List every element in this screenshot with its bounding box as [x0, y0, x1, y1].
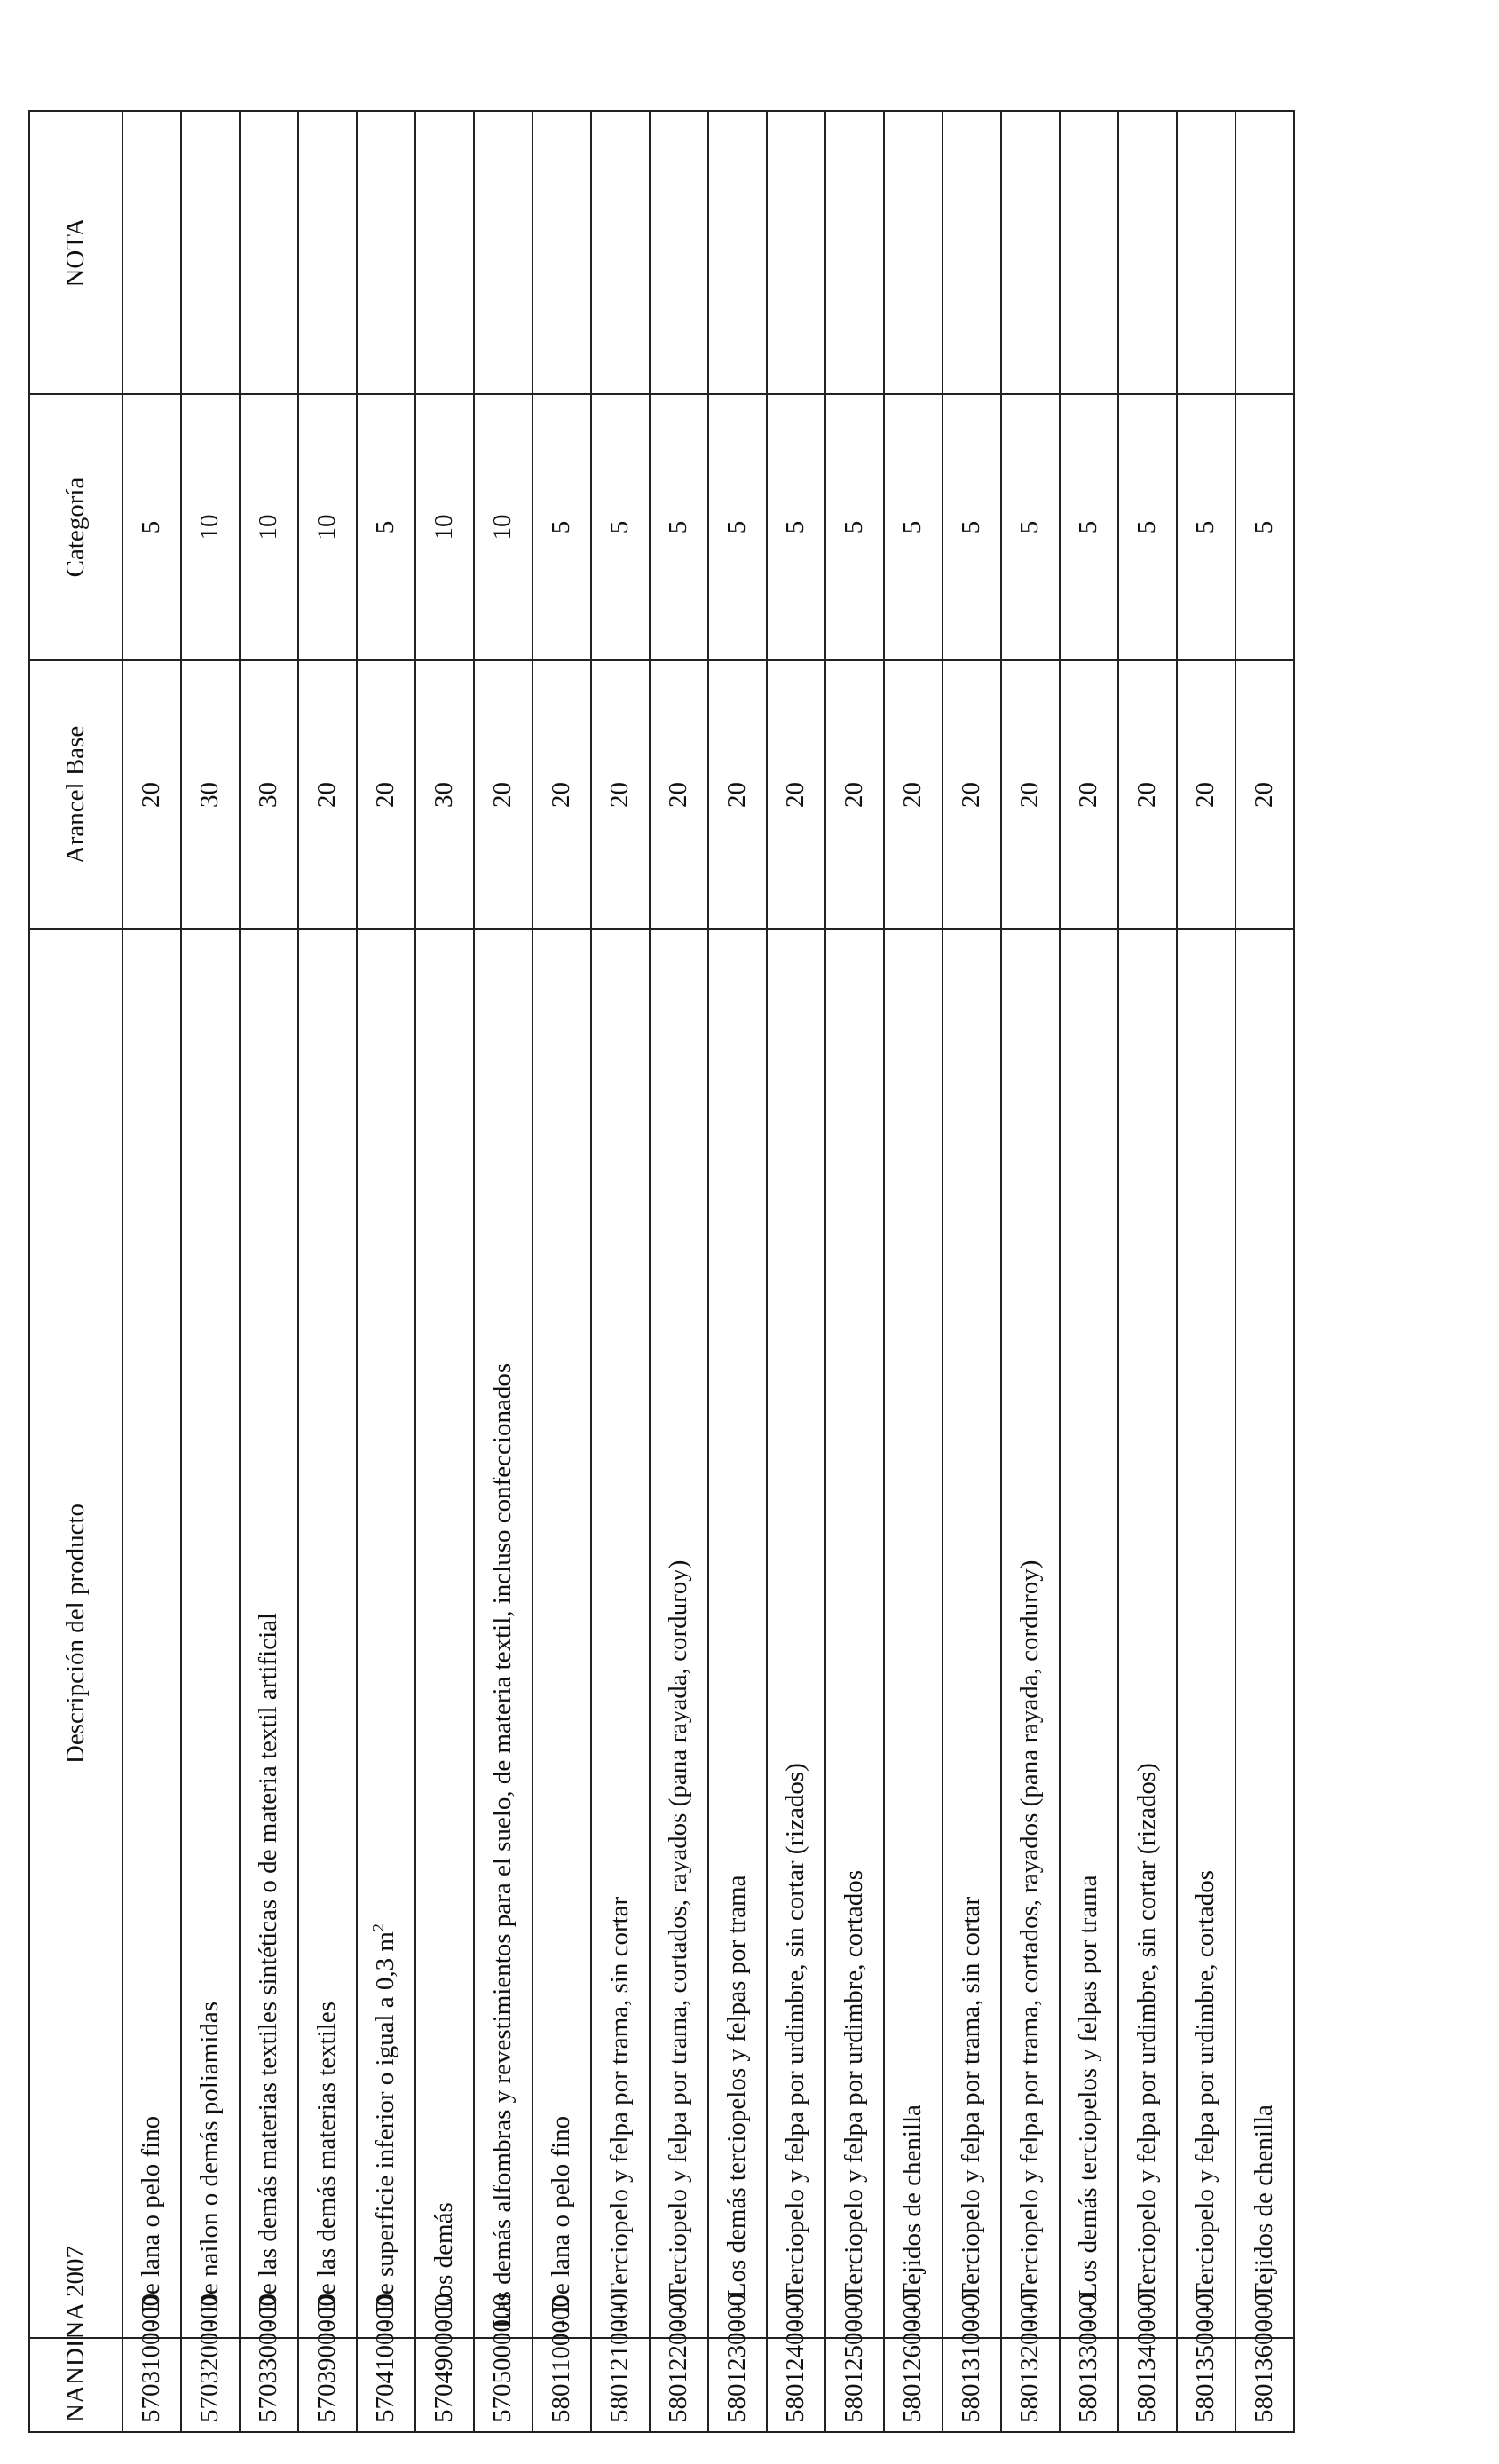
base-tariff-value: 30 — [415, 660, 474, 929]
product-description — [1001, 929, 1060, 2338]
table-row — [474, 111, 533, 2432]
note-value — [357, 111, 415, 394]
base-tariff-value: 20 — [591, 660, 650, 929]
note-value — [825, 111, 884, 394]
description-text: - De lana o pelo fino — [137, 2115, 166, 2328]
nandina-code: 5801320000 — [1001, 2338, 1060, 2432]
product-description — [591, 929, 650, 2338]
category-value: 5 — [1118, 394, 1177, 660]
description-text: Las demás alfombras y revestimientos para el suelo, de materia textil, incluso confeccionados — [488, 1362, 517, 2328]
category-value: 10 — [474, 394, 533, 660]
product-description — [415, 929, 474, 2338]
nandina-code: 5801240000 — [767, 2338, 825, 2432]
category-value: 10 — [298, 394, 357, 660]
product-description — [533, 929, 591, 2338]
nandina-code: 5704100000 — [357, 2338, 415, 2432]
table-body — [122, 111, 1294, 2432]
description-text: - De superficie inferior o igual a 0,3 m — [371, 1931, 400, 2328]
description-text: - De las demás materias textiles sintéticas o de materia textil artificial — [254, 1612, 283, 2328]
product-description — [1235, 929, 1294, 2338]
nandina-code: 5705000000 — [474, 2338, 533, 2432]
note-value — [1235, 111, 1294, 394]
base-tariff-value: 20 — [1118, 660, 1177, 929]
table-row — [533, 111, 591, 2432]
product-description — [943, 929, 1001, 2338]
table-row — [415, 111, 474, 2432]
header-code: NANDINA 2007 — [29, 2338, 122, 2432]
description-text: - De las demás materias textiles — [312, 2001, 342, 2328]
nandina-code: 5801350000 — [1177, 2338, 1235, 2432]
base-tariff-value: 20 — [357, 660, 415, 929]
product-description — [1177, 929, 1235, 2338]
note-value — [240, 111, 298, 394]
product-description — [474, 929, 533, 2338]
tariff-table — [28, 110, 1295, 2433]
note-value — [1118, 111, 1177, 394]
table-row — [1118, 111, 1177, 2432]
category-value: 5 — [825, 394, 884, 660]
table-row — [708, 111, 767, 2432]
note-value — [708, 111, 767, 394]
note-value — [943, 111, 1001, 394]
header-base-tariff: Arancel Base — [29, 660, 122, 929]
note-value — [1001, 111, 1060, 394]
table-row — [767, 111, 825, 2432]
base-tariff-value: 30 — [181, 660, 240, 929]
nandina-code: 5704900000 — [415, 2338, 474, 2432]
product-description — [298, 929, 357, 2338]
category-value: 5 — [357, 394, 415, 660]
note-value — [767, 111, 825, 394]
product-description — [767, 929, 825, 2338]
description-text: - - Los demás terciopelos y felpas por trama — [722, 1875, 752, 2328]
product-description — [240, 929, 298, 2338]
table-row — [240, 111, 298, 2432]
nandina-code: 5801360000 — [1235, 2338, 1294, 2432]
description-text: - Los demás — [430, 2202, 459, 2328]
base-tariff-value: 20 — [474, 660, 533, 929]
category-value: 10 — [240, 394, 298, 660]
table-row — [1001, 111, 1060, 2432]
description-text: - - Terciopelo y felpa por trama, sin cortar — [957, 1896, 986, 2328]
nandina-code: 5801230000 — [708, 2338, 767, 2432]
product-description — [1060, 929, 1118, 2338]
nandina-code: 5801330000 — [1060, 2338, 1118, 2432]
category-value: 5 — [1001, 394, 1060, 660]
nandina-code: 5801100000 — [533, 2338, 591, 2432]
product-description — [708, 929, 767, 2338]
base-tariff-value: 20 — [122, 660, 181, 929]
description-text: - - Tejidos de chenilla — [898, 2105, 927, 2328]
category-value: 5 — [1177, 394, 1235, 660]
base-tariff-value: 20 — [1235, 660, 1294, 929]
category-value: 5 — [650, 394, 708, 660]
nandina-code: 5703900000 — [298, 2338, 357, 2432]
table-row — [943, 111, 1001, 2432]
note-value — [533, 111, 591, 394]
base-tariff-value: 20 — [650, 660, 708, 929]
note-value — [1060, 111, 1118, 394]
product-description — [650, 929, 708, 2338]
base-tariff-value: 20 — [533, 660, 591, 929]
description-text: - De lana o pelo fino — [547, 2115, 576, 2328]
description-text: - - Tejidos de chenilla — [1250, 2105, 1279, 2328]
note-value — [884, 111, 943, 394]
note-value — [415, 111, 474, 394]
category-value: 5 — [708, 394, 767, 660]
header-note: NOTA — [29, 111, 122, 394]
nandina-code: 5801310000 — [943, 2338, 1001, 2432]
nandina-code: 5703100000 — [122, 2338, 181, 2432]
unit-superscript: 2 — [369, 1923, 388, 1932]
category-value: 5 — [767, 394, 825, 660]
category-value: 5 — [1060, 394, 1118, 660]
header-description: Descripción del producto — [29, 929, 122, 2338]
table-row — [357, 111, 415, 2432]
base-tariff-value: 20 — [298, 660, 357, 929]
table-row — [1177, 111, 1235, 2432]
base-tariff-value: 20 — [1060, 660, 1118, 929]
base-tariff-value: 30 — [240, 660, 298, 929]
rotated-page — [28, 112, 1279, 2433]
base-tariff-value: 20 — [1001, 660, 1060, 929]
category-value: 10 — [181, 394, 240, 660]
description-text: - - Terciopelo y felpa por urdimbre, sin cortar (rizados) — [781, 1763, 810, 2328]
product-description — [884, 929, 943, 2338]
note-value — [474, 111, 533, 394]
description-text: - - Terciopelo y felpa por urdimbre, sin cortar (rizados) — [1132, 1763, 1162, 2328]
description-text: - - Terciopelo y felpa por trama, cortados, rayados (pana rayada, corduroy) — [664, 1560, 693, 2328]
base-tariff-value: 20 — [825, 660, 884, 929]
category-value: 5 — [884, 394, 943, 660]
product-description — [357, 929, 415, 2338]
description-text: - - Terciopelo y felpa por urdimbre, cortados — [1191, 1869, 1220, 2328]
table-row — [122, 111, 181, 2432]
category-value: 5 — [943, 394, 1001, 660]
nandina-code: 5703300000 — [240, 2338, 298, 2432]
product-description — [122, 929, 181, 2338]
category-value: 5 — [122, 394, 181, 660]
base-tariff-value: 20 — [884, 660, 943, 929]
product-description — [825, 929, 884, 2338]
header-category: Categoría — [29, 394, 122, 660]
product-description — [181, 929, 240, 2338]
nandina-code: 5703200000 — [181, 2338, 240, 2432]
note-value — [122, 111, 181, 394]
table-row — [884, 111, 943, 2432]
table-row — [181, 111, 240, 2432]
table-row — [591, 111, 650, 2432]
nandina-code: 5801260000 — [884, 2338, 943, 2432]
nandina-code: 5801340000 — [1118, 2338, 1177, 2432]
description-text: - - Terciopelo y felpa por urdimbre, cortados — [840, 1869, 869, 2328]
note-value — [298, 111, 357, 394]
category-value: 5 — [591, 394, 650, 660]
note-value — [181, 111, 240, 394]
note-value — [1177, 111, 1235, 394]
nandina-code: 5801250000 — [825, 2338, 884, 2432]
category-value: 5 — [533, 394, 591, 660]
table-row — [298, 111, 357, 2432]
base-tariff-value: 20 — [943, 660, 1001, 929]
description-text: - - Terciopelo y felpa por trama, cortados, rayados (pana rayada, corduroy) — [1015, 1560, 1045, 2328]
base-tariff-value: 20 — [708, 660, 767, 929]
table-row — [825, 111, 884, 2432]
description-text: - De nailon o demás poliamidas — [195, 2001, 225, 2328]
nandina-code: 5801210000 — [591, 2338, 650, 2432]
header-row — [29, 111, 122, 2432]
table-row — [1060, 111, 1118, 2432]
note-value — [591, 111, 650, 394]
description-text: - - Terciopelo y felpa por trama, sin cortar — [605, 1896, 635, 2328]
description-text: - - Los demás terciopelos y felpas por trama — [1074, 1875, 1103, 2328]
base-tariff-value: 20 — [767, 660, 825, 929]
product-description — [1118, 929, 1177, 2338]
table-row — [1235, 111, 1294, 2432]
table-row — [650, 111, 708, 2432]
category-value: 5 — [1235, 394, 1294, 660]
note-value — [650, 111, 708, 394]
base-tariff-value: 20 — [1177, 660, 1235, 929]
category-value: 10 — [415, 394, 474, 660]
nandina-code: 5801220000 — [650, 2338, 708, 2432]
